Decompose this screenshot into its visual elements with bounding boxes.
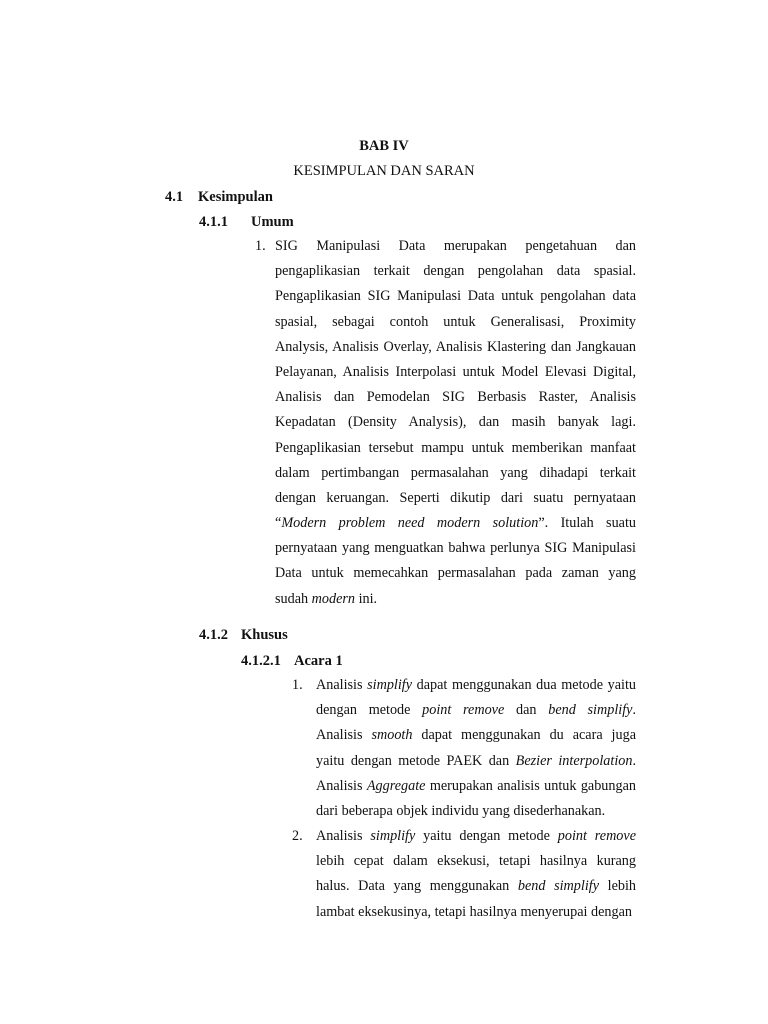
text-line <box>316 874 636 899</box>
italic-term: Bezier interpolation <box>515 752 633 769</box>
text-fragment: SIG Manipulasi Data merupakan pengetahuan dan <box>275 238 636 254</box>
text-line <box>316 849 636 874</box>
text-fragment: Analisis <box>316 828 371 844</box>
text-fragment: ini. <box>355 590 378 607</box>
text-line <box>316 824 636 849</box>
text-line <box>316 698 636 723</box>
text-fragment: lebih <box>599 878 636 895</box>
acara-item-2-paragraph <box>316 824 636 925</box>
acara-item-1-number: 1. <box>292 677 303 693</box>
subsection-khusus-title: Khusus <box>241 627 288 643</box>
italic-term: smooth <box>371 727 413 744</box>
text-fragment: dapat menggunakan dua metode yaitu <box>412 677 636 693</box>
text-line <box>275 310 636 335</box>
italic-term: point remove <box>557 828 636 844</box>
text-line <box>275 284 636 309</box>
umum-item-number: 1. <box>255 238 266 254</box>
text-fragment: Pelayanan, Analisis Interpolasi untuk Model Elevasi Digital, <box>275 363 636 380</box>
text-fragment: pernyataan yang menguatkan bahwa perlunya SIG Manipulasi <box>275 540 636 557</box>
text-fragment: dari beberapa objek individu yang disederhanakan. <box>316 802 606 819</box>
text-fragment: . <box>632 702 636 719</box>
subsubsection-number: 4.1.2.1 <box>241 653 281 669</box>
section-heading <box>165 188 273 206</box>
text-line <box>275 259 636 284</box>
text-line <box>275 234 636 259</box>
text-fragment: pengaplikasian terkait dengan pengolahan data spasial. <box>275 263 636 280</box>
subsection-khusus-number: 4.1.2 <box>199 627 228 643</box>
text-fragment: yaitu dengan metode PAEK dan <box>316 752 516 769</box>
italic-term: bend simplify <box>517 878 600 895</box>
text-fragment: Kepadatan (Density Analysis), dan masih banyak lagi. <box>275 414 636 431</box>
italic-term: simplify <box>367 677 413 693</box>
subsubsection-title: Acara 1 <box>294 653 343 669</box>
text-fragment: dan <box>504 702 549 719</box>
umum-item-paragraph <box>275 234 636 612</box>
text-line <box>275 536 636 561</box>
italic-term: modern <box>311 590 356 607</box>
text-fragment: . <box>632 752 637 769</box>
text-fragment: halus. Data yang menggunakan <box>316 878 518 895</box>
text-fragment: dengan keruangan. Seperti dikutip dari suatu pernyataan <box>275 489 636 506</box>
text-line <box>275 335 636 360</box>
text-line <box>316 749 636 774</box>
text-fragment: Analisis <box>316 677 368 693</box>
text-line <box>316 723 636 748</box>
text-fragment: sudah <box>275 590 312 607</box>
text-line <box>275 410 636 435</box>
text-line <box>275 511 636 536</box>
text-line <box>275 385 636 410</box>
chapter-number: BAB IV <box>359 138 409 154</box>
italic-term: point remove <box>422 702 505 719</box>
text-fragment: dalam pertimbangan permasalahan yang dihadapi terkait <box>275 464 636 481</box>
text-line <box>275 561 636 586</box>
text-line <box>316 900 636 925</box>
text-line <box>275 360 636 385</box>
text-line <box>275 486 636 511</box>
subsection-umum-number: 4.1.1 <box>199 214 228 230</box>
text-fragment: Analysis, Analisis Overlay, Analisis Klastering dan Jangkauan <box>275 338 636 355</box>
text-fragment: ”. Itulah suatu <box>538 515 636 532</box>
text-line <box>275 461 636 486</box>
text-line <box>316 774 636 799</box>
text-fragment: lebih cepat dalam eksekusi, tetapi hasilnya kurang <box>316 853 636 870</box>
text-fragment: “ <box>275 515 282 532</box>
subsection-khusus-heading <box>199 626 288 644</box>
subsection-umum-title: Umum <box>251 214 294 230</box>
text-fragment: yaitu dengan metode <box>415 828 558 844</box>
text-fragment: dapat menggunakan du acara juga <box>412 727 636 744</box>
text-fragment: spasial, sebagai contoh untuk Generalisasi, Proximity <box>275 313 636 330</box>
text-line <box>275 587 636 612</box>
text-fragment: merupakan analisis untuk gabungan <box>425 777 636 794</box>
text-fragment: dengan metode <box>316 702 423 719</box>
text-line <box>316 673 636 698</box>
subsection-umum-heading <box>199 213 294 231</box>
italic-term: Modern problem need modern solution <box>281 515 539 532</box>
section-number: 4.1 <box>165 189 184 205</box>
text-fragment: Data untuk memecahkan permasalahan pada zaman yang <box>275 565 636 582</box>
text-line <box>316 799 636 824</box>
text-fragment: Analisis dan Pemodelan SIG Berbasis Raster, Analisis <box>275 389 636 406</box>
text-line <box>275 436 636 461</box>
text-fragment: Analisis <box>316 777 367 794</box>
italic-term: bend simplify <box>548 702 633 719</box>
text-fragment: lambat eksekusinya, tetapi hasilnya menyerupai dengan <box>316 903 632 920</box>
text-fragment: Pengaplikasian SIG Manipulasi Data untuk pengolahan data <box>275 288 636 305</box>
italic-term: Aggregate <box>366 777 426 794</box>
text-fragment: Analisis <box>316 727 372 744</box>
acara-item-1-paragraph <box>316 673 636 824</box>
chapter-title: KESIMPULAN DAN SARAN <box>293 163 475 179</box>
text-fragment: Pengaplikasian tersebut mampu untuk memberikan manfaat <box>275 439 636 456</box>
section-title: Kesimpulan <box>198 189 273 205</box>
acara-item-2-number: 2. <box>292 828 303 844</box>
italic-term: simplify <box>370 828 416 844</box>
subsubsection-heading <box>241 652 343 670</box>
